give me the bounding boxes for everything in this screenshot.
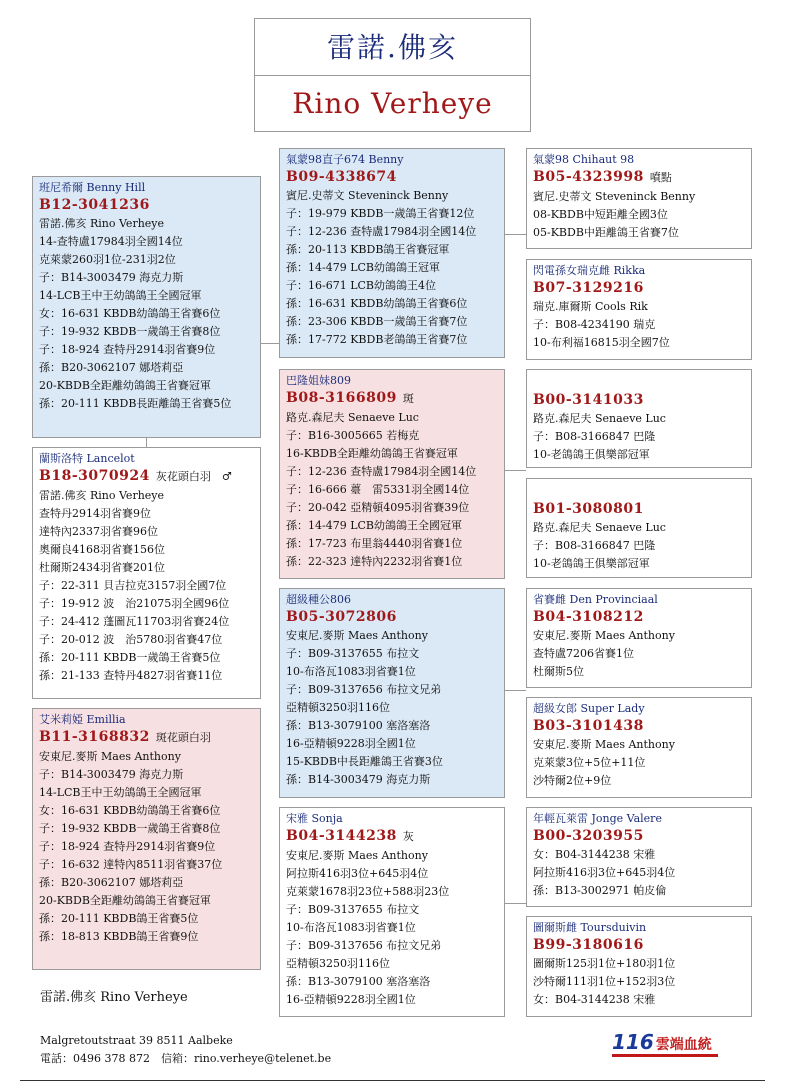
detail-line: 阿拉斯416羽3位+645羽4位 <box>533 866 676 879</box>
detail-line: 子：16-666 薹 雷5331羽全國14位 <box>286 483 470 496</box>
detail-line: 賓尼.史蒂文 Steveninck Benny <box>533 190 696 203</box>
ring-number <box>533 167 745 188</box>
detail-line: 孫：23-306 KBDB一歲鴿王省賽7位 <box>286 315 468 328</box>
pigeon-name: 省賽雌 Den Provinciaal <box>533 593 658 606</box>
detail-line: 沙特爾2位+9位 <box>533 774 612 787</box>
pigeon-name: 超級女郎 Super Lady <box>533 702 645 715</box>
ring-number-text: B07-3129216 <box>533 280 644 296</box>
detail-line: 孫：20-111 KBDB一歲鴿王省賽5位 <box>39 651 221 664</box>
detail-line: 孫：21-133 查特丹4827羽省賽11位 <box>39 669 223 682</box>
detail-line: 子：18-924 查特丹2914羽省賽9位 <box>39 840 216 853</box>
detail-line: 賓尼.史蒂文 Steveninck Benny <box>286 189 449 202</box>
detail-line: 15-KBDB中長距離鴿王省賽3位 <box>286 755 443 768</box>
detail-line: 子：20-042 亞精頓4095羽省賽39位 <box>286 501 470 514</box>
detail-line: 子：18-924 查特丹2914羽省賽9位 <box>39 343 216 356</box>
pigeon-description: 噴點 <box>649 171 672 184</box>
connector-line <box>504 903 526 904</box>
detail-line: 子：B08-3166847 巴隆 <box>533 430 656 443</box>
detail-line: 孫：22-323 達特內2232羽省賽1位 <box>286 555 463 568</box>
detail-line: 子：12-236 查特盧17984羽全國14位 <box>286 465 477 478</box>
detail-line: 16-亞精頓9228羽全國1位 <box>286 993 416 1006</box>
pigeon-description: 斑 <box>402 392 414 405</box>
ring-number <box>39 727 254 748</box>
pedigree-box-sire <box>32 176 261 438</box>
detail-line: 孫：B20-3062107 娜塔莉亞 <box>39 361 184 374</box>
detail-line: 達特內2337羽省賽96位 <box>39 525 158 538</box>
detail-line: 路克.森尼夫 Senaeve Luc <box>533 521 666 534</box>
bottom-divider <box>20 1080 765 1081</box>
connector-line <box>260 343 280 344</box>
detail-line: 子：B09-3137655 布拉文 <box>286 903 420 916</box>
detail-line: 子：16-632 達特內8511羽省賽37位 <box>39 858 223 871</box>
detail-line: 孫：B20-3062107 娜塔莉亞 <box>39 876 184 889</box>
pigeon-description: 灰 <box>402 830 414 843</box>
detail-line: 路克.森尼夫 Senaeve Luc <box>286 411 419 424</box>
detail-line: 子：19-979 KBDB一歲鴿王省賽12位 <box>286 207 475 220</box>
detail-line: 子：12-236 查特盧17984羽全國14位 <box>286 225 477 238</box>
pigeon-name: 閃電孫女瑞克雌 Rikka <box>533 264 646 277</box>
pigeon-description: 灰花頭白羽 ♂ <box>155 470 232 483</box>
detail-line: 孫：20-111 KBDB鴿王省賽5位 <box>39 912 199 925</box>
ring-number-text: B99-3180616 <box>533 937 644 953</box>
detail-line: 16-KBDB全距離幼鴿鴿王省賽冠軍 <box>286 447 458 460</box>
ring-number-text: B05-4323998 <box>533 169 644 185</box>
detail-line: 14-查特盧17984羽全國14位 <box>39 235 183 248</box>
pedigree-box-subject <box>32 447 261 699</box>
pedigree-box-great-grandparent <box>526 916 752 1017</box>
detail-line: 子：B16-3005665 若梅克 <box>286 429 420 442</box>
breeder-name-chinese: 雷諾.佛亥 <box>255 19 530 76</box>
detail-line: 女：B04-3144238 宋雅 <box>533 848 656 861</box>
pedigree-box-great-grandparent <box>526 697 752 798</box>
detail-line: 孫：B13-3079100 塞洛塞洛 <box>286 975 431 988</box>
ring-number-text: B09-4338674 <box>286 169 397 185</box>
detail-line: 子：20-012 波 治5780羽省賽47位 <box>39 633 223 646</box>
detail-line: 孫：17-772 KBDB老鴿鴿王省賽7位 <box>286 333 468 346</box>
detail-line: 子：B09-3137656 布拉文兄弟 <box>286 939 442 952</box>
ring-number <box>533 390 745 410</box>
pedigree-box-great-grandparent <box>526 588 752 688</box>
pedigree-box-great-grandparent <box>526 369 752 468</box>
detail-line: 孫：18-813 KBDB鴿王省賽9位 <box>39 930 199 943</box>
detail-line: 子：24-412 蓬圖瓦11703羽省賽24位 <box>39 615 230 628</box>
detail-line: 子：22-311 貝吉拉克3157羽全國7位 <box>39 579 227 592</box>
ring-number-text: B04-3144238 <box>286 828 397 844</box>
ring-number-text: B01-3080801 <box>533 501 644 517</box>
detail-line: 子：19-932 KBDB一歲鴿王省賽8位 <box>39 325 221 338</box>
detail-line: 安東尼.麥斯 Maes Anthony <box>286 849 428 862</box>
breeder-contact: 電話：0496 378 872 信箱：rino.verheye@telenet.be <box>40 1052 332 1065</box>
ring-number-text: B03-3101438 <box>533 718 644 734</box>
ring-number-text: B08-3166809 <box>286 390 397 406</box>
detail-line: 20-KBDB全距離幼鴿鴿王省賽冠軍 <box>39 379 211 392</box>
ring-number-text: B11-3168832 <box>39 729 150 745</box>
detail-line: 08-KBDB中短距離全國3位 <box>533 208 668 221</box>
pigeon-name: 圖爾斯雌 Toursduivin <box>533 921 647 934</box>
pedigree-box-grandsire-paternal <box>279 148 505 358</box>
connector-line <box>146 437 147 447</box>
pigeon-name: 艾米莉婭 Emillia <box>39 713 126 726</box>
connector-line <box>504 690 526 691</box>
detail-line: 安東尼.麥斯 Maes Anthony <box>533 738 675 751</box>
detail-line: 女：B04-3144238 宋雅 <box>533 993 656 1006</box>
detail-line: 查特丹2914羽省賽9位 <box>39 507 151 520</box>
ring-number <box>286 826 498 847</box>
detail-line: 10-老鴿鴿王俱樂部冠軍 <box>533 557 650 570</box>
ring-number-text: B05-3072806 <box>286 609 397 625</box>
detail-line: 孫：17-723 布里翁4440羽省賽1位 <box>286 537 463 550</box>
ring-number <box>533 935 745 955</box>
pigeon-name: 氣蒙98 Chihaut 98 <box>533 153 635 166</box>
detail-line: 子：B14-3003479 海克力斯 <box>39 768 184 781</box>
ring-number <box>533 826 745 846</box>
detail-line: 孫：16-631 KBDB幼鴿鴿王省賽6位 <box>286 297 468 310</box>
detail-line: 孫：20-111 KBDB長距離鴿王省賽5位 <box>39 397 232 410</box>
detail-line: 克萊蒙1678羽23位+588羽23位 <box>286 885 450 898</box>
detail-line: 20-KBDB全距離幼鴿鴿王省賽冠軍 <box>39 894 211 907</box>
detail-line: 子：19-932 KBDB一歲鴿王省賽8位 <box>39 822 221 835</box>
detail-line: 14-LCB王中王幼鴿鴿王全國冠軍 <box>39 786 202 799</box>
ring-number <box>39 195 254 215</box>
detail-line: 安東尼.麥斯 Maes Anthony <box>533 629 675 642</box>
detail-line: 圖爾斯125羽1位+180羽1位 <box>533 957 676 970</box>
pedigree-box-great-grandparent <box>526 807 752 907</box>
detail-line: 沙特爾111羽1位+152羽3位 <box>533 975 676 988</box>
pedigree-box-grandsire-maternal <box>279 588 505 798</box>
logo-text: 雲端血統 <box>655 1037 712 1053</box>
detail-line: 孫：B14-3003479 海克力斯 <box>286 773 431 786</box>
breeder-address: Malgretoutstraat 39 8511 Aalbeke <box>40 1034 233 1047</box>
ring-number-text: B18-3070924 <box>39 468 150 484</box>
logo-underline <box>612 1054 718 1057</box>
detail-line: 孫：B13-3002971 帕皮倫 <box>533 884 667 897</box>
detail-line: 孫：20-113 KBDB鴿王省賽冠軍 <box>286 243 450 256</box>
logo-number: 116 <box>612 1030 654 1054</box>
detail-line: 女：16-631 KBDB幼鴿鴿王省賽6位 <box>39 804 221 817</box>
detail-line: 雷諾.佛亥 Rino Verheye <box>39 489 165 502</box>
brand-logo <box>612 1030 712 1054</box>
detail-line: 14-LCB王中王幼鴿鴿王全國冠軍 <box>39 289 202 302</box>
detail-line: 克萊蒙260羽1位-231羽2位 <box>39 253 176 266</box>
ring-number <box>39 466 254 487</box>
detail-line: 子：16-671 LCB幼鴿鴿王4位 <box>286 279 437 292</box>
ring-number <box>533 278 745 298</box>
ring-number <box>533 499 745 519</box>
pigeon-name: 年輕瓦萊雷 Jonge Valere <box>533 812 662 825</box>
ring-number-text: B12-3041236 <box>39 197 150 213</box>
detail-line: 亞精頓3250羽116位 <box>286 701 390 714</box>
detail-line: 亞精頓3250羽116位 <box>286 957 390 970</box>
detail-line: 10-老鴿鴿王俱樂部冠軍 <box>533 448 650 461</box>
detail-line: 子：B09-3137655 布拉文 <box>286 647 420 660</box>
connector-line <box>504 470 526 471</box>
ring-number <box>286 607 498 627</box>
pigeon-name: 超級種公806 <box>286 593 351 606</box>
detail-line: 奧爾良4168羽省賽156位 <box>39 543 165 556</box>
ring-number-text: B00-3203955 <box>533 828 644 844</box>
breeder-signature: 雷諾.佛亥 Rino Verheye <box>40 990 188 1005</box>
pigeon-name: 氣蒙98直子674 Benny <box>286 153 404 166</box>
pedigree-box-great-grandparent <box>526 259 752 360</box>
ring-number-text: B00-3141033 <box>533 392 644 408</box>
detail-line: 杜爾斯5位 <box>533 665 584 678</box>
connector-line <box>504 234 526 235</box>
detail-line: 05-KBDB中距離鴿王省賽7位 <box>533 226 679 239</box>
ring-number-text: B04-3108212 <box>533 609 644 625</box>
detail-line: 路克.森尼夫 Senaeve Luc <box>533 412 666 425</box>
pedigree-box-dam <box>32 708 261 970</box>
detail-line: 子：19-912 波 治21075羽全國96位 <box>39 597 230 610</box>
detail-line: 安東尼.麥斯 Maes Anthony <box>286 629 428 642</box>
detail-line: 瑞克.庫爾斯 Cools Rik <box>533 300 648 313</box>
pigeon-name: 班尼希爾 Benny Hill <box>39 181 146 194</box>
ring-number <box>286 388 498 409</box>
detail-line: 子：B08-3166847 巴隆 <box>533 539 656 552</box>
pedigree-box-granddam-maternal <box>279 807 505 1017</box>
detail-line: 10-布利福16815羽全國7位 <box>533 336 670 349</box>
detail-line: 孫：14-479 LCB幼鴿鴿王全國冠軍 <box>286 519 463 532</box>
detail-line: 女：16-631 KBDB幼鴿鴿王省賽6位 <box>39 307 221 320</box>
detail-line: 安東尼.麥斯 Maes Anthony <box>39 750 181 763</box>
pedigree-box-granddam-paternal <box>279 369 505 579</box>
ring-number <box>533 716 745 736</box>
pigeon-name: 蘭斯洛特 Lancelot <box>39 452 135 465</box>
detail-line: 克萊蒙3位+5位+11位 <box>533 756 646 769</box>
detail-line: 杜爾斯2434羽省賽201位 <box>39 561 165 574</box>
detail-line: 子：B14-3003479 海克力斯 <box>39 271 184 284</box>
breeder-name-english: Rino Verheye <box>292 87 493 120</box>
detail-line: 孫：B13-3079100 塞洛塞洛 <box>286 719 431 732</box>
detail-line: 10-布洛瓦1083羽省賽1位 <box>286 921 416 934</box>
detail-line: 子：B08-4234190 瑞克 <box>533 318 656 331</box>
pedigree-box-great-grandparent <box>526 148 752 249</box>
pigeon-description: 斑花頭白羽 <box>155 731 211 744</box>
title-box <box>254 18 531 132</box>
detail-line: 雷諾.佛亥 Rino Verheye <box>39 217 165 230</box>
pigeon-name: 巴隆姐妹809 <box>286 374 351 387</box>
pedigree-box-great-grandparent <box>526 478 752 578</box>
detail-line: 阿拉斯416羽3位+645羽4位 <box>286 867 429 880</box>
ring-number <box>286 167 498 187</box>
detail-line: 10-布洛瓦1083羽省賽1位 <box>286 665 416 678</box>
ring-number <box>533 607 745 627</box>
detail-line: 查特盧7206省賽1位 <box>533 647 634 660</box>
detail-line: 子：B09-3137656 布拉文兄弟 <box>286 683 442 696</box>
detail-line: 16-亞精頓9228羽全國1位 <box>286 737 416 750</box>
detail-line: 孫：14-479 LCB幼鴿鴿王冠軍 <box>286 261 441 274</box>
pigeon-name: 宋雅 Sonja <box>286 812 343 825</box>
